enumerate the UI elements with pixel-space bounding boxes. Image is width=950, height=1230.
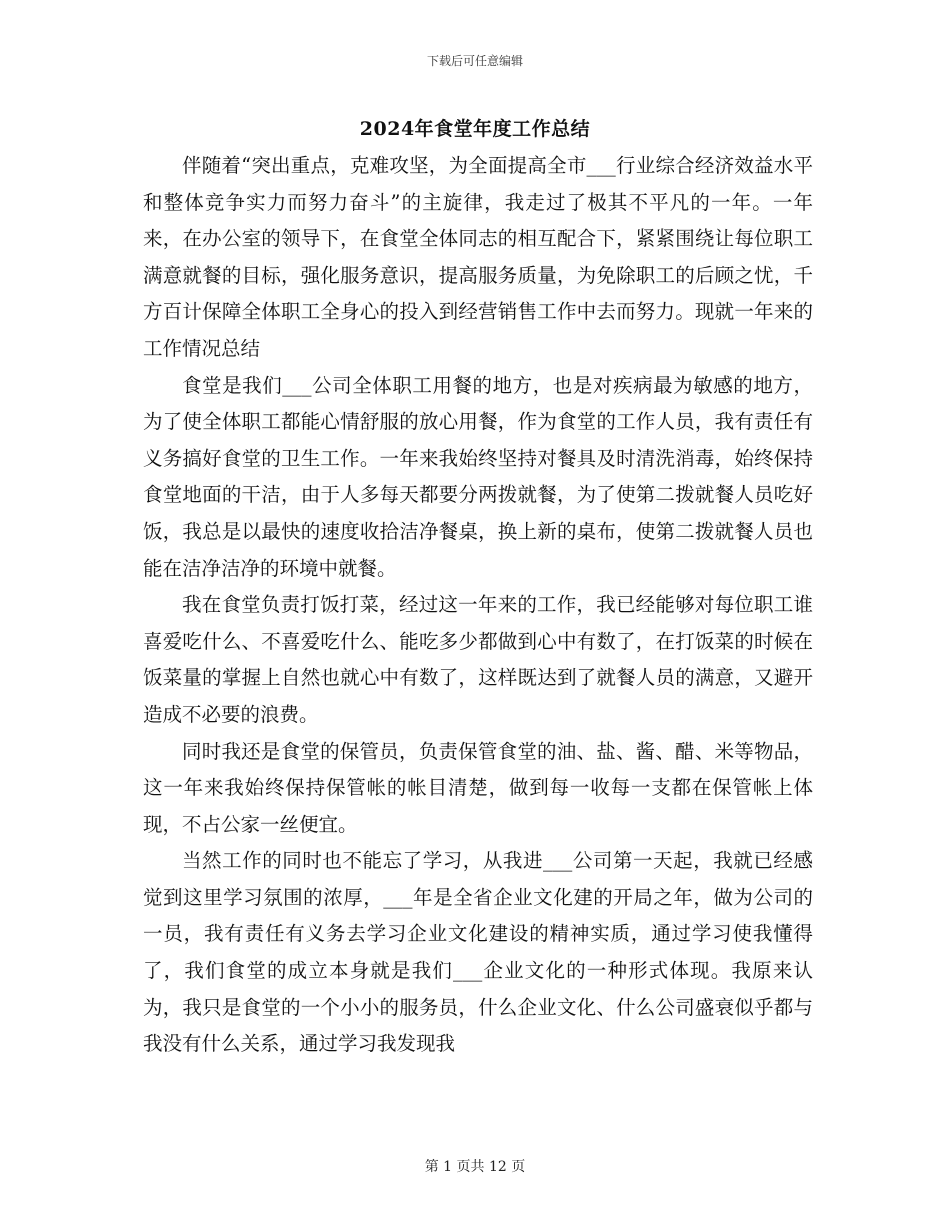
paragraph: 当然工作的同时也不能忘了学习，从我进___公司第一天起，我就已经感觉到这里学习氛围的浓厚，___年是全省企业文化建的开局之年，做为公司的一员，我有责任有义务去学习企业文化建设的精神实质，通过学习使我懂得了，我们食堂的成立本身就是我们___企业文化的一种形式体现。我原来认为，我只是食堂的一个小小的服务员，什么企业文化、什么公司盛衰似乎都与我没有什么关系，通过学习我发现我 bbox=[143, 849, 813, 1056]
document-title: 2024年食堂年度工作总结 bbox=[359, 118, 591, 140]
page-number: 第 1 页共 12 页 bbox=[424, 1159, 526, 1175]
paragraph: 我在食堂负责打饭打菜，经过这一年来的工作，我已经能够对每位职工谁喜爱吃什么、不喜爱吃什么、能吃多少都做到心中有数了，在打饭菜的时候在饭菜量的掌握上自然也就心中有数了，这样既达到了就餐人员的满意，又避开造成不必要的浪费。 bbox=[143, 593, 813, 726]
paragraph: 食堂是我们___公司全体职工用餐的地方，也是对疾病最为敏感的地方，为了使全体职工都能心情舒服的放心用餐，作为食堂的工作人员，我有责任有义务搞好食堂的卫生工作。一年来我始终坚持对餐具及时清洗消毒，始终保持食堂地面的干洁，由于人多每天都要分两拨就餐，为了使第二拨就餐人员吃好饭，我总是以最快的速度收拾洁净餐桌，换上新的桌布，使第二拨就餐人员也能在洁净洁净的环境中就餐。 bbox=[143, 373, 813, 580]
paragraph: 同时我还是食堂的保管员，负责保管食堂的油、盐、酱、醋、米等物品，这一年来我始终保持保管帐的帐目清楚，做到每一收每一支都在保管帐上体现，不占公家一丝便宜。 bbox=[143, 739, 813, 836]
paragraph: 伴随着“突出重点，克难攻坚，为全面提高全市___行业综合经济效益水平和整体竞争实力而努力奋斗”的主旋律，我走过了极其不平凡的一年。一年来，在办公室的领导下，在食堂全体同志的相互配合下，紧紧围绕让每位职工满意就餐的目标，强化服务意识，提高服务质量，为免除职工的后顾之忧，千方百计保障全体职工全身心的投入到经营销售工作中去而努力。现就一年来的工作情况总结 bbox=[143, 154, 813, 360]
document-body bbox=[143, 148, 813, 1063]
header-note: 下载后可任意编辑 bbox=[426, 54, 523, 68]
